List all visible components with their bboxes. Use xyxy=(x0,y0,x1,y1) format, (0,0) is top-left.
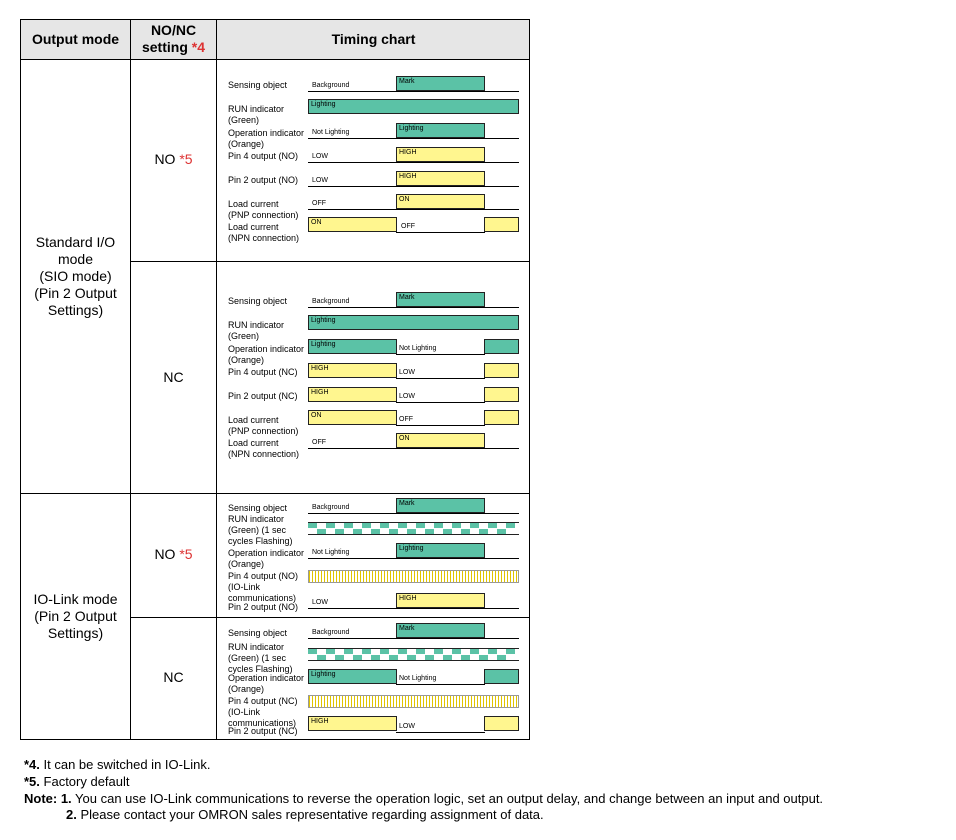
setting-nc: NC xyxy=(163,669,184,685)
signal-label: Load current (PNP connection) xyxy=(228,199,299,220)
footnote-4: *4. It can be switched in IO-Link. xyxy=(24,757,211,772)
setting-nc: NC xyxy=(163,369,184,385)
signal-label: RUN indicator (Green) xyxy=(228,320,285,341)
flash-segment xyxy=(326,523,335,528)
signal-label: Pin 4 output (NC) (IO-Link communications) xyxy=(228,696,298,728)
mark-block: Mark xyxy=(396,292,485,307)
flash-segment xyxy=(425,529,434,534)
signal-label: RUN indicator (Green) (1 sec cycles Flashing) xyxy=(228,642,293,674)
signal-label: Load current (PNP connection) xyxy=(228,415,299,436)
signal-label: Sensing object xyxy=(228,503,288,513)
pin4-high-block: HIGH xyxy=(308,363,397,378)
flash-segment xyxy=(371,529,380,534)
header-output-mode: Output mode xyxy=(31,31,120,47)
state-text: Not Lighting xyxy=(312,129,350,136)
state-text: Background xyxy=(312,82,350,89)
flash-segment xyxy=(497,529,506,534)
iolink-communication-pattern xyxy=(308,695,519,708)
mark-block: Mark xyxy=(396,76,485,91)
header-nonc-line2: setting *4 xyxy=(141,39,205,55)
operation-indicator-block: Lighting xyxy=(308,339,397,354)
flash-segment xyxy=(416,523,425,528)
flash-segment xyxy=(497,655,506,660)
flash-segment xyxy=(344,649,353,654)
flash-segment xyxy=(353,529,362,534)
header-nonc-line1: NO/NC xyxy=(150,22,197,38)
flash-segment xyxy=(452,523,461,528)
state-text: OFF xyxy=(401,223,415,230)
note-1: Note: 1. You can use IO-Link communications to reverse the operation logic, set an output delay, and change between an input and output. xyxy=(24,791,824,806)
row-divider xyxy=(130,617,530,618)
npn-on-block: ON xyxy=(396,433,485,448)
operation-indicator-block: Lighting xyxy=(396,543,485,558)
pin2-high-block: HIGH xyxy=(396,593,485,608)
operation-indicator-block xyxy=(484,339,519,354)
signal-label: Pin 2 output (NC) xyxy=(228,391,298,401)
flash-segment xyxy=(479,655,488,660)
npn-on-block: ON xyxy=(308,217,397,232)
pnp-on-block: ON xyxy=(308,410,397,425)
npn-on-block xyxy=(484,217,519,232)
flash-segment xyxy=(488,649,497,654)
row-divider xyxy=(130,261,530,262)
signal-label: RUN indicator (Green) xyxy=(228,104,285,125)
pin2-high-block xyxy=(484,716,519,731)
header-timing-chart: Timing chart xyxy=(331,31,416,47)
signal-label: Operation indicator (Orange) xyxy=(228,548,305,569)
signal-label: Pin 4 output (NC) xyxy=(228,367,298,377)
signal-label: Operation indicator (Orange) xyxy=(228,673,305,694)
flash-segment xyxy=(389,655,398,660)
state-text: Background xyxy=(312,629,350,636)
note-2: 2. Please contact your OMRON sales representative regarding assignment of data. xyxy=(66,807,544,822)
flash-segment xyxy=(470,523,479,528)
flash-segment xyxy=(434,523,443,528)
signal-label: RUN indicator (Green) (1 sec cycles Flashing) xyxy=(228,514,293,546)
state-text: LOW xyxy=(399,723,415,730)
signal-label: Operation indicator (Orange) xyxy=(228,344,305,365)
flash-segment xyxy=(362,523,371,528)
signal-label: Load current (NPN connection) xyxy=(228,222,300,243)
mode-standard-io: Standard I/O mode (SIO mode) (Pin 2 Output Settings) xyxy=(34,234,117,318)
pnp-on-block xyxy=(484,410,519,425)
flash-segment xyxy=(470,649,479,654)
pin2-high-block: HIGH xyxy=(308,716,397,731)
flash-segment xyxy=(380,649,389,654)
flash-segment xyxy=(317,655,326,660)
signal-label: Sensing object xyxy=(228,296,288,306)
state-text: Not Lighting xyxy=(312,549,350,556)
state-text: LOW xyxy=(312,153,328,160)
pin4-high-block: HIGH xyxy=(396,147,485,162)
state-text: OFF xyxy=(399,416,413,423)
flash-segment xyxy=(326,649,335,654)
flash-segment xyxy=(434,649,443,654)
flash-segment xyxy=(461,655,470,660)
header-nonc-setting xyxy=(131,22,216,56)
flash-segment xyxy=(443,529,452,534)
flash-segment xyxy=(398,523,407,528)
flash-segment xyxy=(461,529,470,534)
run-indicator-block: Lighting xyxy=(308,315,519,330)
state-text: LOW xyxy=(399,393,415,400)
pin2-high-block: HIGH xyxy=(396,171,485,186)
mark-block: Mark xyxy=(396,498,485,513)
mark-block: Mark xyxy=(396,623,485,638)
signal-label: Sensing object xyxy=(228,628,288,638)
pin4-high-block xyxy=(484,363,519,378)
run-indicator-block: Lighting xyxy=(308,99,519,114)
operation-indicator-block: Lighting xyxy=(308,669,397,684)
flash-segment xyxy=(506,523,515,528)
flash-segment xyxy=(353,655,362,660)
state-text: Not Lighting xyxy=(399,675,437,682)
flash-segment xyxy=(317,529,326,534)
pin2-high-block xyxy=(484,387,519,402)
state-text: LOW xyxy=(399,369,415,376)
flash-segment xyxy=(398,649,407,654)
setting-no: NO *5 xyxy=(154,546,193,562)
baseline xyxy=(308,91,519,92)
signal-label: Operation indicator (Orange) xyxy=(228,128,305,149)
header-divider xyxy=(20,59,530,60)
state-text: Not Lighting xyxy=(399,345,437,352)
signal-label: Pin 2 output (NC) xyxy=(228,726,298,736)
flash-segment xyxy=(308,523,317,528)
state-text: OFF xyxy=(312,439,326,446)
flash-segment xyxy=(380,523,389,528)
state-text: LOW xyxy=(312,177,328,184)
signal-label: Load current (NPN connection) xyxy=(228,438,300,459)
signal-label: Pin 4 output (NO) xyxy=(228,151,299,161)
flash-segment xyxy=(362,649,371,654)
operation-indicator-block xyxy=(484,669,519,684)
flash-segment xyxy=(452,649,461,654)
signal-label: Pin 4 output (NO) (IO-Link communications) xyxy=(228,571,299,603)
flash-segment xyxy=(407,529,416,534)
mode-io-link: IO-Link mode (Pin 2 Output Settings) xyxy=(33,591,118,641)
flash-segment xyxy=(416,649,425,654)
flash-segment xyxy=(371,655,380,660)
flash-segment xyxy=(308,649,317,654)
flash-segment xyxy=(335,529,344,534)
flash-segment xyxy=(488,523,497,528)
state-text: LOW xyxy=(312,599,328,606)
pnp-on-block: ON xyxy=(396,194,485,209)
flash-segment xyxy=(443,655,452,660)
setting-no: NO *5 xyxy=(154,151,193,167)
state-text: Background xyxy=(312,504,350,511)
signal-label: Sensing object xyxy=(228,80,288,90)
signal-label: Pin 2 output (NO) xyxy=(228,602,299,612)
flash-segment xyxy=(506,649,515,654)
operation-indicator-block: Lighting xyxy=(396,123,485,138)
state-text: Background xyxy=(312,298,350,305)
flash-segment xyxy=(425,655,434,660)
footnote-ref: *4 xyxy=(191,39,205,55)
mode-divider xyxy=(20,493,530,494)
flash-segment xyxy=(407,655,416,660)
state-text: OFF xyxy=(312,200,326,207)
pin2-high-block: HIGH xyxy=(308,387,397,402)
flash-segment xyxy=(344,523,353,528)
flash-segment xyxy=(335,655,344,660)
flash-segment xyxy=(389,529,398,534)
iolink-communication-pattern xyxy=(308,570,519,583)
footnote-5: *5. Factory default xyxy=(24,774,130,789)
run-flashing-pattern xyxy=(308,648,519,661)
column-divider xyxy=(216,19,217,740)
flash-segment xyxy=(479,529,488,534)
signal-label: Pin 2 output (NO) xyxy=(228,175,299,185)
run-flashing-pattern xyxy=(308,522,519,535)
